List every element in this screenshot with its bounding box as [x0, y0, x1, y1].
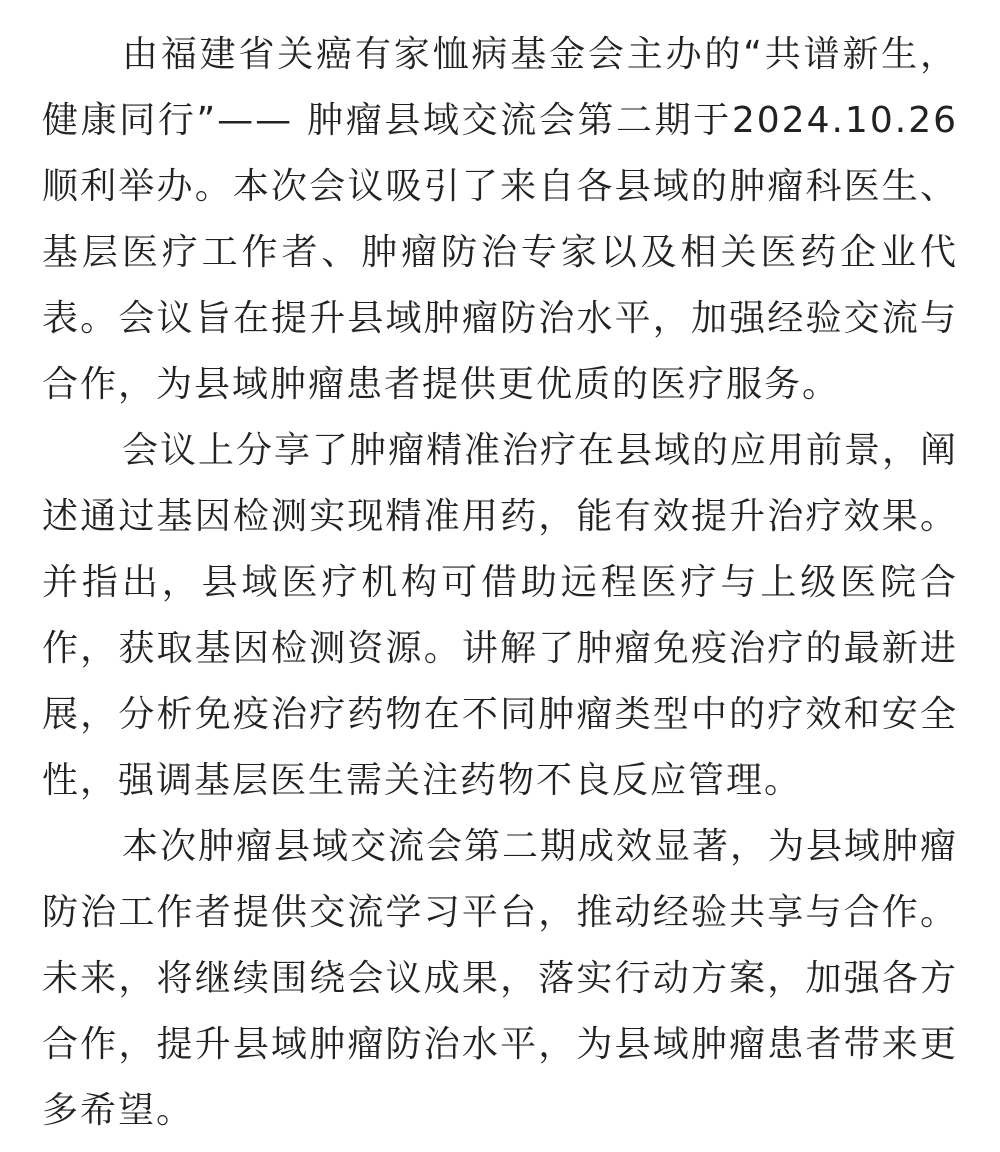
article-body	[42, 22, 958, 1144]
paragraph-2: 会议上分享了肿瘤精准治疗在县域的应用前景，阐述通过基因检测实现精准用药，能有效提升治疗效果。并指出，县域医疗机构可借助远程医疗与上级医院合作，获取基因检测资源。讲解了肿瘤免疫治疗的最新进展，分析免疫治疗药物在不同肿瘤类型中的疗效和安全性，强调基层医生需关注药物不良反应管理。	[42, 430, 959, 801]
paragraph-3: 本次肿瘤县域交流会第二期成效显著，为县域肿瘤防治工作者提供交流学习平台，推动经验共享与合作。未来，将继续围绕会议成果，落实行动方案，加强各方合作，提升县域肿瘤防治水平，为县域肿瘤患者带来更多希望。	[42, 826, 959, 1131]
paragraph-1: 由福建省关癌有家恤病基金会主办的“共谱新生，健康同行”—— 肿瘤县域交流会第二期于2024.10.26顺利举办。本次会议吸引了来自各县域的肿瘤科医生、基层医疗工作者、肿瘤防治专家以及相关医药企业代表。会议旨在提升县域肿瘤防治水平，加强经验交流与合作，为县域肿瘤患者提供更优质的医疗服务。	[42, 34, 958, 405]
